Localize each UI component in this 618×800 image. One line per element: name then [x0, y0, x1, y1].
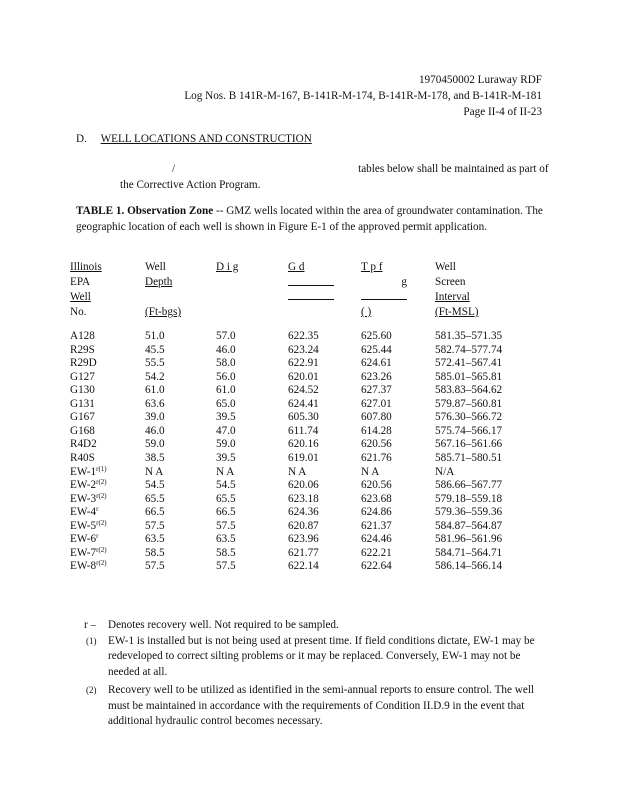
cell-depth: 54.2 — [145, 370, 165, 383]
cell-col5: 607.80 — [361, 411, 392, 424]
header-doc-id: 1970450002 Luraway RDF — [418, 74, 542, 86]
cell-screen-interval: 579.36–559.36 — [435, 506, 503, 519]
col-depth-line2: Depth — [145, 276, 173, 288]
cell-depth: 57.5 — [145, 560, 165, 573]
col-depth-line1: Well — [145, 261, 166, 273]
intro-line1: tables below shall be maintained as part of — [358, 163, 549, 175]
cell-col3: 54.5 — [216, 479, 236, 492]
footnote-mark: (1) — [86, 635, 97, 646]
cell-depth: 57.5 — [145, 519, 165, 532]
footnote-text: Denotes recovery well. Not required to be sampled. — [108, 619, 339, 631]
cell-screen-interval: 572.41–567.41 — [435, 357, 503, 370]
section-number: D. — [76, 133, 87, 145]
cell-well-id: $EW-8^{r(2)}$ — [70, 559, 107, 573]
cell-depth: N A — [145, 465, 164, 478]
col-4-header: G d — [288, 261, 305, 273]
cell-col5: 622.64 — [361, 560, 392, 573]
cell-well-id: $EW-2^{r(2)}$ — [70, 478, 107, 492]
col-depth-line3: (Ft-bgs) — [145, 306, 182, 318]
cell-col4: 620.06 — [288, 479, 319, 492]
footnote-text: Recovery well to be utilized as identified in the semi-annual reports to ensure control. The well must be maintained in accordance with the requirements of Condition II.D.9 in the event that additional hydraulic control becomes necessary. — [108, 684, 535, 727]
header-page-number: Page II-4 of II-23 — [463, 106, 542, 118]
footnote-1 — [76, 634, 546, 681]
cell-col3: 57.5 — [216, 519, 236, 532]
cell-depth: 55.5 — [145, 357, 165, 370]
cell-well-id: EW-6$^r$ — [70, 532, 99, 546]
cell-col5: 620.56 — [361, 438, 392, 451]
cell-col4: 624.36 — [288, 506, 319, 519]
cell-col5: 621.76 — [361, 451, 392, 464]
cell-screen-interval: 585.71–580.51 — [435, 451, 503, 464]
cell-screen-interval: 576.30–566.72 — [435, 411, 503, 424]
section-title: WELL LOCATIONS AND CONSTRUCTION — [100, 133, 312, 145]
cell-col4: 624.41 — [288, 397, 319, 410]
cell-col4: 624.52 — [288, 384, 319, 397]
cell-depth: 45.5 — [145, 343, 165, 356]
cell-screen-interval: 585.01–565.81 — [435, 370, 503, 383]
cell-screen-interval: 567.16–561.66 — [435, 438, 503, 451]
cell-col3: 66.5 — [216, 506, 236, 519]
cell-col4: N A — [288, 465, 307, 478]
cell-col3: 65.5 — [216, 492, 236, 505]
col-5-line1: T p f — [361, 261, 383, 273]
cell-col5: 625.44 — [361, 343, 392, 356]
cell-col3: 56.0 — [216, 370, 236, 383]
cell-screen-interval: 584.87–564.87 — [435, 519, 503, 532]
cell-depth: 63.6 — [145, 397, 165, 410]
cell-screen-interval: 583.83–564.62 — [435, 384, 503, 397]
cell-col3: N A — [216, 465, 235, 478]
header-log-numbers: Log Nos. B 141R-M-167, B-141R-M-174, B-141R-M-178, and B-141R-M-181 — [184, 90, 542, 102]
cell-col4: 622.14 — [288, 560, 319, 573]
cell-col3: 47.0 — [216, 424, 236, 437]
cell-screen-interval: 582.74–577.74 — [435, 343, 503, 356]
cell-col5: 624.86 — [361, 506, 392, 519]
cell-depth: 51.0 — [145, 330, 165, 342]
cell-col5: 627.37 — [361, 384, 392, 397]
cell-col3: 65.0 — [216, 397, 236, 410]
col-5-line2: g — [401, 276, 407, 288]
cell-col5: 623.68 — [361, 492, 392, 505]
col-4-rule-1 — [288, 285, 334, 286]
cell-depth: 46.0 — [145, 424, 165, 437]
cell-col4: 620.01 — [288, 370, 319, 383]
col-id-line3: Well — [70, 291, 91, 303]
cell-col5: 623.26 — [361, 370, 392, 383]
col-screen-line4: (Ft-MSL) — [435, 306, 479, 318]
cell-well-id: G130 — [70, 384, 95, 397]
cell-col3: 61.0 — [216, 384, 236, 397]
cell-col3: 39.5 — [216, 411, 236, 424]
cell-col4: 623.24 — [288, 343, 319, 356]
cell-screen-interval: 575.74–566.17 — [435, 424, 503, 437]
cell-well-id: EW-4$^r$ — [70, 505, 99, 519]
cell-screen-interval: 579.18–559.18 — [435, 492, 503, 505]
cell-col5: 625.60 — [361, 330, 392, 342]
cell-col4: 622.91 — [288, 357, 319, 370]
cell-col5: 614.28 — [361, 424, 392, 437]
cell-col5: 624.61 — [361, 357, 392, 370]
cell-depth: 63.5 — [145, 533, 165, 546]
cell-depth: 65.5 — [145, 492, 165, 505]
cell-col5: 627.01 — [361, 397, 392, 410]
cell-col5: N A — [361, 465, 380, 478]
cell-screen-interval: 581.35–571.35 — [435, 330, 503, 342]
cell-col4: 622.35 — [288, 330, 319, 342]
col-5-line3: ( ) — [361, 306, 372, 318]
footnote-mark: (2) — [86, 685, 97, 695]
cell-depth: 61.0 — [145, 384, 165, 397]
cell-col3: 59.0 — [216, 438, 236, 451]
col-id-line4: No. — [70, 306, 87, 318]
cell-depth: 66.5 — [145, 506, 165, 519]
intro-fragment-mark: / — [172, 163, 176, 175]
cell-depth: 39.0 — [145, 411, 165, 424]
col-screen-line3: Interval — [435, 291, 470, 303]
cell-col4: 621.77 — [288, 546, 319, 559]
col-screen-line1: Well — [435, 261, 456, 273]
cell-col4: 623.18 — [288, 492, 319, 505]
cell-col3: 57.0 — [216, 330, 236, 342]
col-screen-line2: Screen — [435, 276, 466, 288]
cell-screen-interval: 584.71–564.71 — [435, 546, 503, 559]
cell-well-id: $EW-1^{r(1)}$ — [70, 464, 107, 478]
cell-col4: 619.01 — [288, 451, 319, 464]
cell-well-id: R29S — [70, 343, 95, 356]
cell-well-id: G127 — [70, 370, 95, 383]
cell-screen-interval: 579.87–560.81 — [435, 397, 503, 410]
cell-screen-interval: N/A — [435, 465, 455, 478]
table-label: TABLE 1. Observation Zone — [76, 205, 214, 217]
cell-col3: 57.5 — [216, 560, 236, 573]
cell-well-id: G168 — [70, 424, 95, 437]
table-caption — [76, 204, 546, 235]
footnote-2 — [76, 683, 546, 730]
cell-well-id: $EW-5^{r(2)}$ — [70, 518, 107, 532]
cell-depth: 54.5 — [145, 479, 165, 492]
cell-col3: 39.5 — [216, 451, 236, 464]
cell-depth: 58.5 — [145, 546, 165, 559]
cell-well-id: $EW-3^{r(2)}$ — [70, 491, 107, 505]
cell-well-id: G131 — [70, 397, 95, 410]
cell-col4: 620.16 — [288, 438, 319, 451]
cell-col5: 620.56 — [361, 479, 392, 492]
cell-well-id: R40S — [70, 451, 95, 464]
cell-depth: 38.5 — [145, 451, 165, 464]
cell-col3: 58.0 — [216, 357, 236, 370]
col-5-rule — [361, 299, 407, 300]
cell-col3: 58.5 — [216, 546, 236, 559]
footnote-text: EW-1 is installed but is not being used at present time. If field conditions dictate, EW-1 may be redeveloped to correct silting problems or it may be replaced. Conversely, EW-1 may not be needed at all. — [108, 634, 535, 678]
cell-well-id: G167 — [70, 411, 95, 424]
col-id-line2: EPA — [70, 276, 91, 288]
cell-col4: 605.30 — [288, 411, 319, 424]
cell-well-id: $EW-7^{r(2)}$ — [70, 545, 107, 559]
cell-well-id: R4D2 — [70, 438, 97, 451]
intro-paragraph — [120, 161, 550, 193]
cell-well-id: R29D — [70, 357, 97, 370]
cell-well-id: A128 — [70, 330, 95, 342]
cell-screen-interval: 586.14–566.14 — [435, 560, 503, 573]
col-id-line1: Illinois — [70, 261, 102, 273]
cell-col5: 622.21 — [361, 546, 392, 559]
cell-col5: 624.46 — [361, 533, 392, 546]
intro-line2: the Corrective Action Program. — [120, 179, 261, 191]
cell-col3: 63.5 — [216, 533, 236, 546]
cell-depth: 59.0 — [145, 438, 165, 451]
cell-col5: 621.37 — [361, 519, 392, 532]
footnotes — [76, 618, 546, 730]
footnote-mark: r – — [84, 619, 97, 631]
table-caption-text: -- GMZ wells located within the area of groundwater contamination. The geographic location of each well is shown in Figure E-1 of the approved permit application. — [76, 205, 543, 233]
footnote-recovery — [76, 618, 546, 634]
cell-col4: 611.74 — [288, 424, 319, 437]
cell-col4: 620.87 — [288, 519, 319, 532]
section-heading — [76, 133, 312, 145]
cell-col3: 46.0 — [216, 343, 236, 356]
col-4-rule-2 — [288, 299, 334, 300]
cell-screen-interval: 581.96–561.96 — [435, 533, 503, 546]
cell-col4: 623.96 — [288, 533, 319, 546]
cell-screen-interval: 586.66–567.77 — [435, 479, 503, 492]
col-3-header: D i g — [216, 261, 239, 273]
